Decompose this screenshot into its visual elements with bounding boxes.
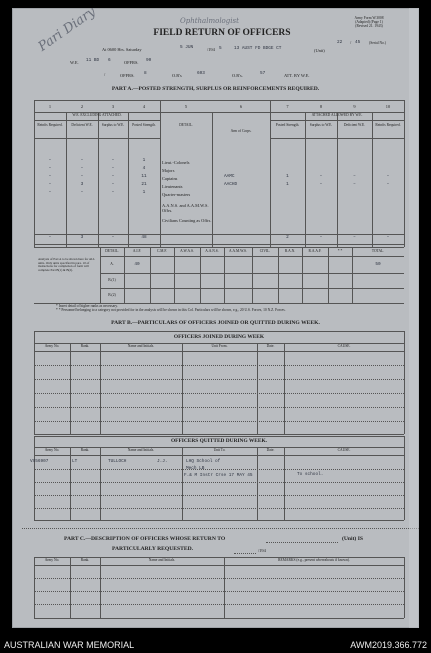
form-number: Army Form W.3008 (Adapted) (Page 1) (Revised 21. 1943): [354, 16, 384, 28]
col1-val: –: [48, 182, 52, 187]
part-b-title: PART B.—PARTICULARS OF OFFICERS JOINED OR QUITTED DURING WEEK.: [111, 320, 320, 326]
serial-typed: 22: [337, 40, 343, 45]
analysis-header: DETAIL.: [105, 249, 119, 253]
we-extra: 6: [108, 58, 111, 63]
quitted-title: OFFICERS QUITTED DURING WEEK.: [170, 438, 268, 444]
quit-header-cause: CAUSE.: [337, 448, 351, 452]
col1-val: –: [48, 190, 52, 195]
header-posted: Posted Strength.: [132, 123, 156, 127]
offrs2-typed: 8: [144, 71, 147, 76]
joined-header-rank: Rank.: [80, 344, 90, 348]
rank-lieutenants: Lieutenants: [162, 184, 183, 189]
header-reinfts: Reinfts Required.: [37, 123, 63, 127]
quit-header-unit: Unit To.: [213, 448, 226, 452]
col-number-8: 8: [319, 104, 323, 109]
part-c-unit: (Unit) IS: [342, 536, 363, 542]
header-deficient-att: Deficient W.E.: [343, 123, 366, 127]
col10-val: –: [386, 174, 390, 179]
rank-qm: Quarter-masters: [162, 192, 191, 197]
total-col9: –: [353, 235, 356, 240]
col-number-1: 1: [48, 104, 52, 109]
col4-val: 4: [142, 166, 146, 171]
analysis-row-label: B.(2): [108, 293, 116, 297]
header-surplus-att: Surplus to W.E.: [309, 123, 333, 127]
date-typed: 5 JUN: [180, 45, 194, 50]
part-c-date: /194: [258, 548, 266, 553]
col2-val: 3: [80, 182, 84, 187]
col9-val: –: [353, 182, 356, 187]
part-a-title: PART A.—POSTED STRENGTH, SURPLUS OR REINFORCEMENTS REQUIRED.: [111, 86, 320, 92]
rank-majors: Majors: [162, 168, 175, 173]
total-col1: –: [48, 235, 52, 240]
header-deficient: Deficient W.E.: [71, 123, 93, 127]
we-label: W.E.: [70, 60, 79, 65]
ors-typed: 603: [197, 71, 205, 76]
col-number-10: 10: [385, 104, 391, 109]
we-dash: /: [104, 72, 106, 77]
col-number-4: 4: [142, 104, 146, 109]
rank-civilians: Civilians Counting as Offrs.: [162, 218, 212, 223]
analysis-note: Analysis of Part A to be shown here for ALL units. Only units specified in para. 10 of instructions for completion of form will complete Part B(1) & B(2).: [38, 257, 95, 272]
joined-header-unit: Unit From.: [211, 344, 228, 348]
quit-initials: J.J.: [157, 459, 168, 464]
quit-unit-line3: F.& M Instr Crse 17 MAY 45: [184, 473, 253, 478]
analysis-header: C.M.F.: [157, 249, 167, 253]
col7-val: 1: [286, 174, 289, 179]
analysis-header: * *: [337, 249, 343, 253]
header-posted-att: Posted Strength.: [275, 123, 300, 127]
rank-aans: A.A.N.S. and A.A.M.W.S. Offrs.: [162, 203, 209, 213]
col1-val: –: [48, 166, 52, 171]
col-number-9: 9: [353, 104, 356, 109]
joined-header-name: Name and Initials.: [127, 344, 155, 348]
quit-cause: To school.: [297, 472, 324, 477]
col4-val: 11: [141, 174, 147, 179]
we-excluding-attached-header: W.E. EXCLUDING ATTACHED.: [72, 113, 122, 117]
analysis-header: A.W.A.S.: [180, 249, 194, 253]
ors2-label: O.R's.: [232, 73, 243, 78]
col1-val: –: [48, 158, 52, 163]
total-col4: 48: [141, 235, 147, 240]
col1-val: –: [48, 174, 52, 179]
footer-accession: AWM2019.366.772: [350, 640, 427, 650]
joined-header-army-no: Army No.: [44, 344, 60, 348]
quit-header-rank: Rank.: [80, 448, 90, 452]
quit-header-date: Date.: [266, 448, 275, 452]
analysis-total-value: 50: [375, 262, 381, 267]
at-line-label: At 0600 Hrs. Saturday: [102, 47, 142, 52]
analysis-header: A.A.N.S.: [205, 249, 219, 253]
part-c-title: PART C.—DESCRIPTION OF OFFICERS WHOSE RETURN TO: [64, 536, 226, 542]
col-number-6: 6: [239, 104, 243, 109]
quit-header-name: Name and Initials.: [127, 448, 155, 452]
quit-army-no: VX56907: [30, 459, 49, 464]
part-c-title-b: PARTICULARLY REQUESTED.: [112, 546, 194, 552]
handwritten-title-note: Ophthalmologist: [180, 17, 239, 25]
ors2-typed: 57: [260, 71, 266, 76]
arm-val: AACHD: [224, 182, 238, 187]
header-reinfts-att: Reinfts Required.: [375, 123, 401, 127]
part-c-header-name: Name and Initials.: [148, 558, 176, 562]
header-surplus: Surplus to W.E.: [101, 123, 125, 127]
form-title: FIELD RETURN OF OFFICERS: [153, 28, 291, 38]
att-label: ATT. BY W.E.: [284, 73, 310, 78]
quit-unit-line1: LHQ School of: [186, 459, 221, 464]
col-number-3: 3: [111, 104, 115, 109]
total-col3: –: [111, 235, 115, 240]
quit-rank: LT: [72, 459, 78, 464]
footnote-1: * Insert detail of higher ranks as necessary.: [56, 304, 118, 308]
quit-unit-line2: Mech LB: [186, 466, 205, 471]
col3-val: –: [111, 182, 115, 187]
part-c-header-army-no: Army No.: [44, 558, 60, 562]
header-detail: DETAIL.: [179, 123, 193, 127]
offrs-typed: 90: [146, 58, 152, 63]
col8-val: –: [319, 174, 323, 179]
quit-header-army-no: Army No.: [44, 448, 60, 452]
serial-year: 45: [355, 40, 361, 45]
quit-name: TULLOCH: [108, 459, 127, 464]
total-col7: 2: [286, 235, 289, 240]
rank-lt-col: Lieut.-Colonels: [162, 160, 190, 165]
total-col10: –: [386, 235, 390, 240]
year-typed: 5: [219, 46, 222, 51]
analysis-header: CIVIL.: [259, 249, 271, 253]
rank-captains: Captains: [162, 176, 178, 181]
total-col2: 3: [80, 235, 84, 240]
col4-val: 21: [141, 182, 147, 187]
unit-typed: 13 AUST FD BDGE CT: [234, 46, 282, 51]
col-number-5: 5: [184, 104, 188, 109]
col3-val: –: [111, 158, 115, 163]
part-c-header-rank: Rank.: [80, 558, 90, 562]
analysis-header: A.I.F.: [132, 249, 142, 253]
col2-val: –: [80, 190, 84, 195]
analysis-header: R.A.A.F.: [308, 249, 322, 253]
footnote-2: * * Personnel belonging to a category not provided for in the analysis will be shown in this Col. Particulars will be shown, e.g., 20 U.S. Forces, 10 N.Z. Forces.: [56, 308, 286, 312]
col2-val: –: [80, 174, 84, 179]
col4-val: 1: [142, 190, 146, 195]
attached-allowed-header: ATTACHED ALLOWED BY W.E.: [311, 113, 363, 117]
col7-val: 1: [286, 182, 289, 187]
total-col8: –: [319, 235, 323, 240]
col8-val: –: [319, 182, 323, 187]
col3-val: –: [111, 190, 115, 195]
year-label: /194: [207, 47, 215, 52]
header-arm: Arm of Corps.: [230, 129, 252, 133]
analysis-header: R.A.N.: [284, 249, 296, 253]
handwritten-note: Pari Diary: [35, 4, 99, 55]
arm-val: AAMC: [224, 174, 235, 179]
part-c-header-remarks: REMARKS (e.g., present whereabouts if known).: [278, 558, 350, 562]
joined-header-date: Date.: [266, 344, 275, 348]
col9-val: –: [353, 174, 356, 179]
col-number-7: 7: [286, 104, 289, 109]
we-typed: 11 BD: [86, 58, 100, 63]
analysis-header: A.A.M.W.S.: [229, 249, 247, 253]
footer-institution: AUSTRALIAN WAR MEMORIAL: [4, 640, 135, 650]
serial-slash: /: [350, 40, 352, 45]
serial-label: (Serial No.): [369, 41, 386, 45]
col-number-2: 2: [80, 104, 84, 109]
document-page: [12, 4, 419, 628]
col10-val: –: [386, 182, 390, 187]
ors-label: O.R's: [172, 73, 182, 78]
analysis-row-label: A.: [110, 262, 114, 266]
joined-header-cause: CAUSE.: [337, 344, 351, 348]
unit-label: (Unit): [314, 48, 325, 53]
col4-val: 1: [142, 158, 146, 163]
col2-val: –: [80, 158, 84, 163]
col3-val: –: [111, 166, 115, 171]
offrs-label: OFFRS.: [124, 60, 139, 65]
joined-title: OFFICERS JOINED DURING WEEK: [173, 334, 265, 340]
analysis-header: TOTAL.: [371, 249, 385, 253]
analysis-aif-value: 40: [134, 262, 140, 267]
analysis-row-label: B.(1): [108, 278, 116, 282]
col2-val: –: [80, 166, 84, 171]
offrs2-label: OFFRS.: [120, 73, 135, 78]
col3-val: –: [111, 174, 115, 179]
